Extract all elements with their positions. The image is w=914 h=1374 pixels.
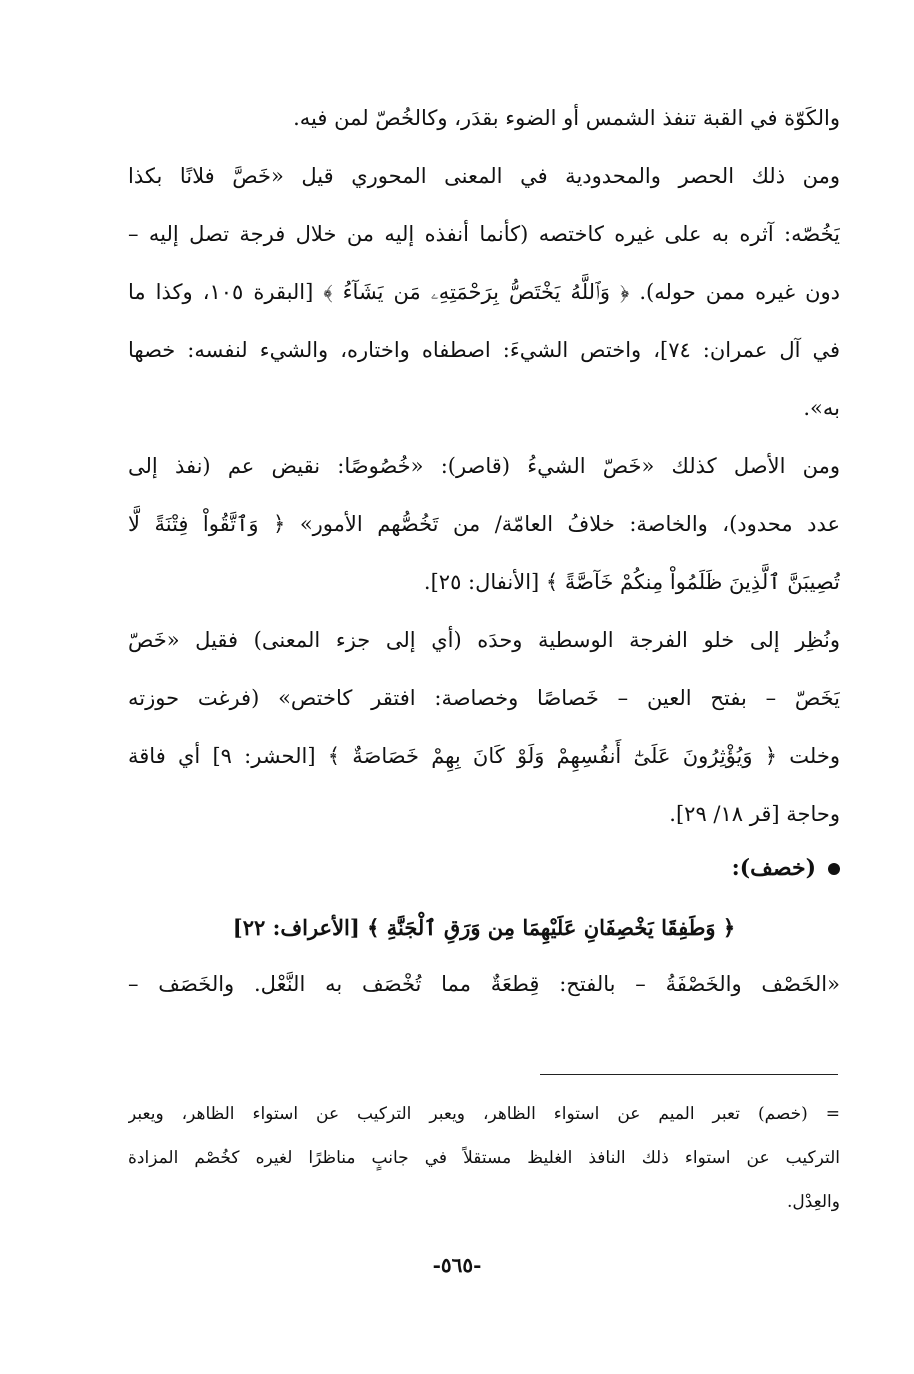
text-line: ونُظِر إلى خلو الفرجة الوسطية وحدَه (أي إلى جزء المعنى) فقيل «خَصّ [128, 628, 840, 652]
text-line: به». [803, 396, 840, 420]
text-line: يَخَصّ – بفتح العين – خَصاصًا وخصاصة: افتقر كاختص» (فرغت حوزته [128, 686, 840, 710]
footnote-line: التركيب عن استواء ذلك النافذ الغليظ مستقلاً في جانبٍ مناظرًا لغيره كخُصْم المزادة [128, 1148, 840, 1168]
text-line: والكَوّة في القبة تنفذ الشمس أو الضوء بقدَر، وكالخُصّ لمن فيه. [293, 106, 840, 130]
section-heading [128, 846, 840, 890]
text-line: ومن ذلك الحصر والمحدودية في المعنى المحوري قيل «خَصَّ فلانًا بكذا [128, 164, 840, 188]
main-text [128, 96, 840, 996]
text-line: دون غيره ممن حوله). ﴿ وَٱللَّهُ يَخْتَصُّ بِرَحْمَتِهِۦ مَن يَشَآءُ ﴾ [البقرة ١٠٥، وكذا ما [128, 280, 840, 304]
text-line: وحاجة [قر ١٨/ ٢٩]. [669, 802, 840, 826]
footnote-line: والعِدْل. [787, 1192, 840, 1212]
text-line: عدد محدود)، والخاصة: خلافُ العامّة/ من تَخُصُّهم الأمور» ﴿ وَٱتَّقُواْ فِتْنَةً لَّا [128, 512, 840, 536]
quranic-verse: ﴿ وَطَفِقَا يَخْصِفَانِ عَلَيْهِمَا مِن وَرَقِ ٱلْجَنَّةِ ﴾ [الأعراف: ٢٢] [232, 915, 736, 940]
footnotes [128, 1094, 840, 1224]
footnote-line: = (خصم) تعبر الميم عن استواء الظاهر، ويعبر التركيب عن استواء الظاهر، ويعبر [128, 1104, 840, 1124]
bullet-icon [828, 863, 840, 875]
page-number: -٥٦٥- [432, 1253, 482, 1277]
text-line: في آل عمران: ٧٤]، واختص الشيءَ: اصطفاه واختاره، والشيء لنفسه: خصها [128, 338, 840, 362]
footnote-separator [540, 1074, 838, 1075]
text-line: وخلت ﴿ وَيُؤْثِرُونَ عَلَىٰٓ أَنفُسِهِمْ وَلَوْ كَانَ بِهِمْ خَصَاصَةٌ ﴾ [الحشر: ٩] أي فاقة [128, 744, 840, 768]
heading-text: (خصف): [731, 855, 816, 881]
text-line: تُصِيبَنَّ ٱلَّذِينَ ظَلَمُواْ مِنكُمْ خَآصَّةً ﴾ [الأنفال: ٢٥]. [423, 570, 840, 594]
text-line: «الخَصْف والخَصْفَةُ – بالفتح: قِطعَةٌ مما تُخْصَف به النَّعْل. والخَصَف – [128, 972, 840, 996]
text-line: ومن الأصل كذلك «خَصّ الشيءُ (قاصر): «خُصُوصًا: نقيض عم (نفذ إلى [128, 454, 840, 478]
text-line: يَخُصّه: آثره به على غيره كاختصه (كأنما أنفذه إليه من خلال فرجة تصل إليه – [128, 222, 840, 246]
